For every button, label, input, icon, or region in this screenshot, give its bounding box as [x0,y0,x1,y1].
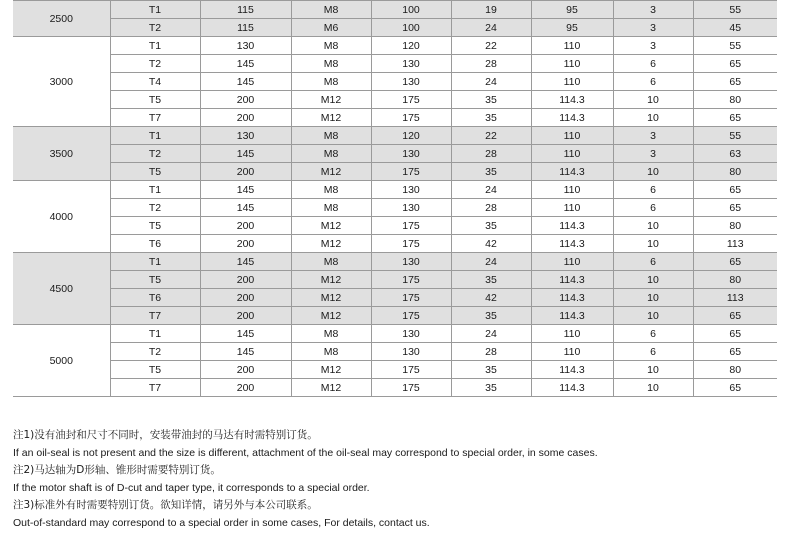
table-cell: 175 [371,289,451,307]
note-1-chinese: 注1)没有油封和尺寸不同时，安装带油封的马达有时需特别订货。 [13,429,318,441]
table-cell: 35 [451,271,531,289]
table-cell: 120 [371,127,451,145]
table-cell: 6 [613,181,693,199]
table-cell: 200 [200,307,291,325]
table-cell: 65 [693,253,777,271]
table-row [13,289,777,307]
table-cell: 200 [200,217,291,235]
table-cell: 65 [693,325,777,343]
table-cell: T1 [110,127,200,145]
table-cell: 45 [693,19,777,37]
table-cell: 145 [200,181,291,199]
table-cell: 114.3 [531,235,613,253]
note-3-english: Out-of-standard may correspond to a special order in some cases, For details, contact us. [13,516,430,529]
table-row [13,343,777,361]
table-cell: T6 [110,235,200,253]
table-cell: 65 [693,379,777,397]
table-cell: 145 [200,253,291,271]
table-cell: 200 [200,235,291,253]
table-cell: T7 [110,307,200,325]
size-cell: 2500 [13,1,110,37]
table-cell: 130 [371,199,451,217]
table-cell: 10 [613,235,693,253]
table-cell: 110 [531,73,613,91]
table-cell: 3 [613,1,693,19]
table-cell: 130 [371,343,451,361]
table-cell: 65 [693,55,777,73]
table-cell: T6 [110,289,200,307]
table-cell: M8 [291,325,371,343]
table-cell: 35 [451,91,531,109]
size-cell: 3500 [13,127,110,181]
table-cell: 200 [200,163,291,181]
table-cell: 80 [693,91,777,109]
table-row [13,163,777,181]
table-cell: 35 [451,307,531,325]
table-cell: 120 [371,37,451,55]
table-row [13,271,777,289]
size-cell: 5000 [13,325,110,397]
table-cell: 24 [451,19,531,37]
table-cell: 3 [613,127,693,145]
table-row [13,199,777,217]
table-cell: M8 [291,145,371,163]
table-cell: M12 [291,163,371,181]
table-cell: 145 [200,199,291,217]
table-cell: 6 [613,199,693,217]
table-cell: M8 [291,343,371,361]
table-cell: 110 [531,37,613,55]
table-row [13,379,777,397]
table-cell: 175 [371,379,451,397]
table-cell: M12 [291,361,371,379]
table-cell: 35 [451,109,531,127]
table-cell: T2 [110,199,200,217]
table-cell: 35 [451,163,531,181]
table-cell: M12 [291,91,371,109]
table-row [13,235,777,253]
table-cell: 175 [371,91,451,109]
table-cell: 114.3 [531,109,613,127]
table-cell: 42 [451,289,531,307]
table-cell: 28 [451,343,531,361]
table-cell: 110 [531,127,613,145]
table-cell: 24 [451,181,531,199]
table-cell: T5 [110,271,200,289]
table-cell: 114.3 [531,307,613,325]
table-cell: 200 [200,289,291,307]
table-cell: 55 [693,37,777,55]
table-cell: M8 [291,37,371,55]
table-cell: T5 [110,217,200,235]
table-cell: 6 [613,253,693,271]
table-cell: 65 [693,307,777,325]
table-cell: M12 [291,109,371,127]
table-cell: T5 [110,91,200,109]
table-cell: 24 [451,325,531,343]
table-cell: 130 [200,127,291,145]
table-cell: 95 [531,19,613,37]
table-cell: 200 [200,379,291,397]
size-cell: 4000 [13,181,110,253]
table-row [13,253,777,271]
table-cell: M12 [291,271,371,289]
table-cell: 10 [613,307,693,325]
table-cell: 3 [613,19,693,37]
table-cell: 65 [693,109,777,127]
table-cell: 19 [451,1,531,19]
table-row [13,109,777,127]
table-cell: 175 [371,307,451,325]
table-cell: T4 [110,73,200,91]
table-cell: M8 [291,199,371,217]
table-row [13,55,777,73]
table-cell: 110 [531,199,613,217]
table-cell: 24 [451,73,531,91]
table-cell: 130 [371,325,451,343]
table-cell: 200 [200,361,291,379]
table-cell: 80 [693,361,777,379]
table-cell: 3 [613,145,693,163]
table-cell: 113 [693,289,777,307]
table-cell: T5 [110,361,200,379]
table-cell: 100 [371,1,451,19]
table-cell: 175 [371,271,451,289]
table-cell: 175 [371,109,451,127]
table-cell: 80 [693,163,777,181]
table-row [13,217,777,235]
table-cell: 10 [613,361,693,379]
table-cell: T2 [110,145,200,163]
table-cell: 110 [531,181,613,199]
table-cell: 114.3 [531,289,613,307]
table-cell: 3 [613,37,693,55]
table-cell: 200 [200,109,291,127]
table-cell: T7 [110,379,200,397]
table-cell: M12 [291,379,371,397]
table-cell: 130 [371,73,451,91]
size-cell: 3000 [13,37,110,127]
table-cell: 10 [613,379,693,397]
notes-section [13,427,783,533]
table-cell: 10 [613,109,693,127]
table-cell: 114.3 [531,91,613,109]
table-row [13,127,777,145]
table-cell: 55 [693,127,777,145]
table-row [13,73,777,91]
note-2-chinese: 注2)马达轴为D形轴、锥形时需要特别订货。 [13,464,221,477]
table-row [13,361,777,379]
spec-table [13,0,777,397]
table-cell: 35 [451,379,531,397]
table-cell: 10 [613,289,693,307]
table-cell: 65 [693,73,777,91]
table-cell: 100 [371,19,451,37]
table-cell: M12 [291,289,371,307]
table-cell: T5 [110,163,200,181]
table-cell: M12 [291,217,371,235]
table-cell: 35 [451,217,531,235]
table-cell: 113 [693,235,777,253]
table-cell: 114.3 [531,217,613,235]
table-cell: 63 [693,145,777,163]
table-cell: 80 [693,271,777,289]
table-cell: 10 [613,163,693,181]
table-cell: 110 [531,145,613,163]
table-cell: 6 [613,325,693,343]
table-cell: T1 [110,1,200,19]
table-cell: 130 [200,37,291,55]
table-cell: 114.3 [531,271,613,289]
table-cell: 65 [693,199,777,217]
table-row [13,181,777,199]
table-cell: 130 [371,55,451,73]
note-3-chinese: 注3)标准外有时需要特别订货。欲知详情，请另外与本公司联系。 [13,499,318,512]
table-cell: 115 [200,1,291,19]
table-cell: 130 [371,253,451,271]
table-cell: 10 [613,271,693,289]
table-body [13,1,777,397]
table-row [13,91,777,109]
table-cell: T1 [110,37,200,55]
table-cell: T7 [110,109,200,127]
size-cell: 4500 [13,253,110,325]
table-cell: 145 [200,145,291,163]
table-cell: 114.3 [531,361,613,379]
table-cell: M12 [291,307,371,325]
table-cell: 200 [200,91,291,109]
table-cell: 22 [451,37,531,55]
table-cell: M8 [291,55,371,73]
table-cell: T1 [110,325,200,343]
table-cell: 95 [531,1,613,19]
table-cell: 175 [371,235,451,253]
table-row [13,145,777,163]
table-cell: 130 [371,181,451,199]
table-cell: 110 [531,325,613,343]
table-cell: 35 [451,361,531,379]
table-cell: 145 [200,73,291,91]
table-cell: 65 [693,343,777,361]
table-cell: 80 [693,217,777,235]
table-cell: 110 [531,253,613,271]
table-row [13,37,777,55]
table-cell: 28 [451,55,531,73]
table-cell: 110 [531,55,613,73]
table-cell: 10 [613,91,693,109]
table-cell: 110 [531,343,613,361]
table-cell: M8 [291,127,371,145]
note-1-english: If an oil-seal is not present and the size is different, attachment of the oil-seal may correspond to special order, in some cases. [13,446,598,459]
table-cell: 200 [200,271,291,289]
table-cell: M8 [291,1,371,19]
table-cell: 115 [200,19,291,37]
table-cell: 145 [200,343,291,361]
table-row [13,325,777,343]
table-cell: 10 [613,217,693,235]
table-cell: 6 [613,73,693,91]
table-cell: T1 [110,253,200,271]
table-cell: 175 [371,163,451,181]
table-cell: T2 [110,343,200,361]
table-row [13,19,777,37]
table-cell: 55 [693,1,777,19]
table-cell: 175 [371,217,451,235]
table-cell: 42 [451,235,531,253]
table-cell: T2 [110,19,200,37]
table-cell: 28 [451,199,531,217]
table-cell: T2 [110,55,200,73]
table-cell: 24 [451,253,531,271]
table-cell: 6 [613,55,693,73]
table-cell: T1 [110,181,200,199]
table-cell: 145 [200,325,291,343]
table-cell: 28 [451,145,531,163]
table-cell: 175 [371,361,451,379]
table-cell: 6 [613,343,693,361]
table-cell: 22 [451,127,531,145]
table-cell: 114.3 [531,379,613,397]
table-cell: M6 [291,19,371,37]
table-cell: 114.3 [531,163,613,181]
table-row [13,307,777,325]
table-cell: 130 [371,145,451,163]
table-row [13,1,777,19]
table-cell: 65 [693,181,777,199]
table-cell: M8 [291,253,371,271]
table-cell: M8 [291,73,371,91]
table-cell: 145 [200,55,291,73]
table-cell: M8 [291,181,371,199]
table-cell: M12 [291,235,371,253]
note-2-english: If the motor shaft is of D-cut and taper type, it corresponds to a special order. [13,481,370,494]
